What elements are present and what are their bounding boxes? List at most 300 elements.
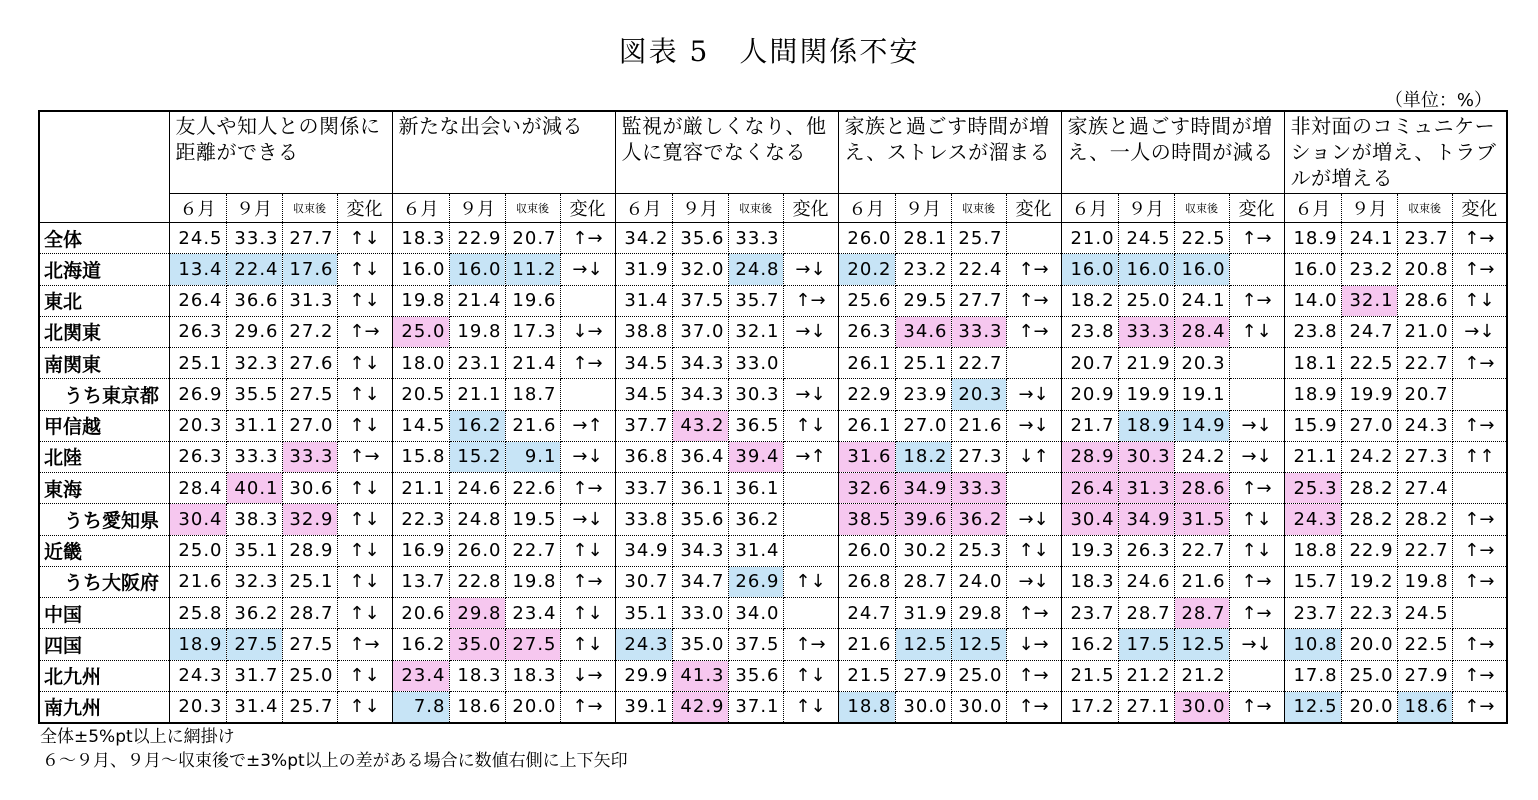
value-cell: 27.7: [951, 285, 1006, 316]
value-cell: 19.9: [1341, 379, 1397, 410]
value-cell: 28.9: [282, 535, 337, 566]
table-row: [39, 379, 1507, 410]
value-cell: 34.6: [895, 316, 951, 347]
june-header: ６月: [838, 194, 895, 223]
value-cell: 23.2: [1341, 254, 1397, 285]
table-row: [39, 348, 1507, 379]
value-cell: 19.9: [1118, 379, 1174, 410]
value-cell: 34.5: [615, 348, 672, 379]
value-cell: 17.2: [1061, 691, 1118, 722]
value-cell: 33.0: [672, 598, 728, 629]
value-cell: 19.8: [392, 285, 449, 316]
table-row: [39, 566, 1507, 597]
value-cell: 31.9: [615, 254, 672, 285]
value-cell: 39.1: [615, 691, 672, 722]
value-cell: 32.3: [226, 348, 282, 379]
value-cell: 27.5: [505, 629, 560, 660]
change-arrow-cell: ↑→: [1452, 254, 1507, 285]
change-arrow-cell: ↑→: [1452, 223, 1507, 254]
change-arrow-cell: ↑↓: [560, 598, 615, 629]
value-cell: 37.0: [672, 316, 728, 347]
value-cell: 21.6: [169, 566, 226, 597]
value-cell: 28.7: [1174, 598, 1229, 629]
value-cell: 25.6: [838, 285, 895, 316]
after-convergence-header: 収束後: [728, 194, 783, 223]
value-cell: 26.3: [169, 441, 226, 472]
value-cell: 21.0: [1397, 316, 1452, 347]
value-cell: 22.7: [1397, 348, 1452, 379]
value-cell: 29.5: [895, 285, 951, 316]
value-cell: 36.2: [728, 504, 783, 535]
value-cell: 18.3: [392, 223, 449, 254]
value-cell: 16.0: [1174, 254, 1229, 285]
value-cell: 31.4: [615, 285, 672, 316]
value-cell: 28.7: [895, 566, 951, 597]
value-cell: 25.3: [951, 535, 1006, 566]
value-cell: 24.1: [1174, 285, 1229, 316]
change-arrow-cell: [560, 285, 615, 316]
value-cell: 28.9: [1061, 441, 1118, 472]
change-arrow-cell: [783, 223, 838, 254]
value-cell: 20.7: [1397, 379, 1452, 410]
change-arrow-cell: ↑→: [783, 629, 838, 660]
change-arrow-cell: ↑↓: [337, 598, 392, 629]
change-header: 変化: [1229, 194, 1284, 223]
value-cell: 24.3: [1284, 504, 1341, 535]
value-cell: 32.1: [728, 316, 783, 347]
value-cell: 20.2: [838, 254, 895, 285]
value-cell: 33.3: [728, 223, 783, 254]
value-cell: 30.3: [1118, 441, 1174, 472]
value-cell: 25.0: [392, 316, 449, 347]
unit-label: （単位：%）: [1384, 90, 1492, 111]
change-arrow-cell: ↑→: [337, 316, 392, 347]
table-row: [39, 504, 1507, 535]
value-cell: 43.2: [672, 410, 728, 441]
value-cell: 26.0: [449, 535, 505, 566]
value-cell: 34.5: [615, 379, 672, 410]
value-cell: 25.1: [895, 348, 951, 379]
after-convergence-header: 収束後: [951, 194, 1006, 223]
column-group-header: 新たな出会いが減る: [392, 111, 615, 194]
value-cell: 35.0: [449, 629, 505, 660]
change-arrow-cell: [1229, 348, 1284, 379]
change-arrow-cell: [1006, 348, 1061, 379]
value-cell: 26.9: [169, 379, 226, 410]
value-cell: 15.7: [1284, 566, 1341, 597]
value-cell: 29.9: [615, 660, 672, 691]
value-cell: 42.9: [672, 691, 728, 722]
value-cell: 15.2: [449, 441, 505, 472]
after-convergence-header: 収束後: [505, 194, 560, 223]
value-cell: 38.3: [226, 504, 282, 535]
value-cell: 30.3: [728, 379, 783, 410]
change-arrow-cell: ↑→: [1006, 285, 1061, 316]
june-header: ６月: [169, 194, 226, 223]
value-cell: 28.1: [895, 223, 951, 254]
value-cell: 33.7: [615, 473, 672, 504]
change-arrow-cell: →↑: [783, 441, 838, 472]
value-cell: 22.4: [226, 254, 282, 285]
value-cell: 29.8: [951, 598, 1006, 629]
value-cell: 14.5: [392, 410, 449, 441]
value-cell: 34.0: [728, 598, 783, 629]
value-cell: 22.7: [1397, 535, 1452, 566]
september-header: ９月: [895, 194, 951, 223]
row-label: 東北: [39, 285, 169, 316]
change-arrow-cell: ↑→: [560, 473, 615, 504]
value-cell: 36.1: [728, 473, 783, 504]
june-header: ６月: [1061, 194, 1118, 223]
value-cell: 25.1: [169, 348, 226, 379]
september-header: ９月: [1118, 194, 1174, 223]
change-arrow-cell: ↑↓: [560, 535, 615, 566]
value-cell: 18.3: [449, 660, 505, 691]
value-cell: 21.6: [1174, 566, 1229, 597]
value-cell: 23.1: [449, 348, 505, 379]
change-arrow-cell: ↑→: [1229, 598, 1284, 629]
value-cell: 22.7: [1174, 535, 1229, 566]
value-cell: 23.7: [1061, 598, 1118, 629]
value-cell: 18.2: [1061, 285, 1118, 316]
value-cell: 36.2: [226, 598, 282, 629]
change-arrow-cell: ↓→: [560, 316, 615, 347]
value-cell: 19.1: [1174, 379, 1229, 410]
value-cell: 15.8: [392, 441, 449, 472]
value-cell: 34.9: [895, 473, 951, 504]
change-arrow-cell: [783, 598, 838, 629]
value-cell: 24.5: [1397, 598, 1452, 629]
value-cell: 29.8: [449, 598, 505, 629]
value-cell: 21.2: [1174, 660, 1229, 691]
table-header: [39, 111, 1507, 223]
figure-title: 図表 5 人間関係不安: [618, 35, 920, 68]
value-cell: 24.5: [1118, 223, 1174, 254]
row-label: 中国: [39, 598, 169, 629]
value-cell: 37.7: [615, 410, 672, 441]
value-cell: 21.1: [392, 473, 449, 504]
value-cell: 31.6: [838, 441, 895, 472]
value-cell: 22.7: [505, 535, 560, 566]
change-arrow-cell: ↑↓: [1006, 535, 1061, 566]
table-row: [39, 598, 1507, 629]
change-arrow-cell: ↑→: [1006, 316, 1061, 347]
change-arrow-cell: [1229, 254, 1284, 285]
table-row: [39, 691, 1507, 722]
corner-cell: [39, 111, 169, 223]
value-cell: 22.5: [1397, 629, 1452, 660]
value-cell: 23.8: [1284, 316, 1341, 347]
value-cell: 36.5: [728, 410, 783, 441]
june-header: ６月: [392, 194, 449, 223]
change-arrow-cell: ↑↓: [337, 473, 392, 504]
value-cell: 40.1: [226, 473, 282, 504]
change-arrow-cell: ↑↓: [1452, 285, 1507, 316]
column-group-header: 家族と過ごす時間が増え、一人の時間が減る: [1061, 111, 1284, 194]
value-cell: 32.6: [838, 473, 895, 504]
change-arrow-cell: [1452, 473, 1507, 504]
value-cell: 20.3: [169, 410, 226, 441]
value-cell: 26.1: [838, 348, 895, 379]
column-group-header: 家族と過ごす時間が増え、ストレスが溜まる: [838, 111, 1061, 194]
change-arrow-cell: ↑↓: [783, 410, 838, 441]
value-cell: 32.0: [672, 254, 728, 285]
change-arrow-cell: →↓: [783, 254, 838, 285]
value-cell: 25.8: [169, 598, 226, 629]
value-cell: 26.3: [838, 316, 895, 347]
value-cell: 21.9: [1118, 348, 1174, 379]
value-cell: 22.3: [392, 504, 449, 535]
value-cell: 21.5: [838, 660, 895, 691]
value-cell: 16.9: [392, 535, 449, 566]
value-cell: 27.6: [282, 348, 337, 379]
change-arrow-cell: ↑→: [1006, 254, 1061, 285]
change-arrow-cell: [1006, 223, 1061, 254]
change-arrow-cell: →↓: [1229, 441, 1284, 472]
change-arrow-cell: ↑→: [1229, 285, 1284, 316]
value-cell: 33.3: [226, 223, 282, 254]
value-cell: 28.7: [282, 598, 337, 629]
value-cell: 33.3: [282, 441, 337, 472]
after-convergence-header: 収束後: [1397, 194, 1452, 223]
value-cell: 19.6: [505, 285, 560, 316]
after-convergence-header: 収束後: [1174, 194, 1229, 223]
change-arrow-cell: [1229, 660, 1284, 691]
table-row: [39, 223, 1507, 254]
change-arrow-cell: [560, 379, 615, 410]
row-label: 全体: [39, 223, 169, 254]
change-arrow-cell: ↑→: [1452, 660, 1507, 691]
value-cell: 14.9: [1174, 410, 1229, 441]
change-arrow-cell: ↑↓: [560, 629, 615, 660]
value-cell: 18.0: [392, 348, 449, 379]
value-cell: 22.9: [838, 379, 895, 410]
value-cell: 24.2: [1174, 441, 1229, 472]
value-cell: 27.9: [1397, 660, 1452, 691]
value-cell: 23.7: [1284, 598, 1341, 629]
value-cell: 21.1: [449, 379, 505, 410]
value-cell: 41.3: [672, 660, 728, 691]
value-cell: 27.3: [951, 441, 1006, 472]
value-cell: 22.5: [1174, 223, 1229, 254]
change-arrow-cell: [783, 504, 838, 535]
value-cell: 13.4: [169, 254, 226, 285]
row-label: 東海: [39, 473, 169, 504]
change-arrow-cell: ↑↓: [1229, 504, 1284, 535]
value-cell: 16.0: [1284, 254, 1341, 285]
change-arrow-cell: ↑→: [1452, 629, 1507, 660]
change-arrow-cell: →↓: [783, 316, 838, 347]
change-arrow-cell: ↑→: [560, 691, 615, 722]
change-arrow-cell: →↓: [1006, 379, 1061, 410]
value-cell: 16.0: [392, 254, 449, 285]
row-label: 南九州: [39, 691, 169, 722]
value-cell: 19.8: [1397, 566, 1452, 597]
value-cell: 27.5: [226, 629, 282, 660]
value-cell: 18.8: [1284, 535, 1341, 566]
value-cell: 24.7: [838, 598, 895, 629]
value-cell: 24.5: [169, 223, 226, 254]
value-cell: 18.9: [1118, 410, 1174, 441]
value-cell: 19.2: [1341, 566, 1397, 597]
value-cell: 33.3: [226, 441, 282, 472]
value-cell: 16.0: [449, 254, 505, 285]
change-arrow-cell: ↑↓: [337, 691, 392, 722]
value-cell: 29.6: [226, 316, 282, 347]
value-cell: 21.7: [1061, 410, 1118, 441]
value-cell: 22.5: [1341, 348, 1397, 379]
value-cell: 35.1: [615, 598, 672, 629]
value-cell: 12.5: [951, 629, 1006, 660]
value-cell: 33.3: [951, 316, 1006, 347]
change-arrow-cell: ↑→: [560, 566, 615, 597]
change-arrow-cell: ↑→: [1006, 691, 1061, 722]
value-cell: 18.9: [1284, 223, 1341, 254]
change-arrow-cell: ↑↓: [337, 410, 392, 441]
value-cell: 22.9: [449, 223, 505, 254]
value-cell: 28.4: [1174, 316, 1229, 347]
value-cell: 22.8: [449, 566, 505, 597]
value-cell: 31.1: [226, 410, 282, 441]
value-cell: 20.9: [1061, 379, 1118, 410]
value-cell: 24.8: [449, 504, 505, 535]
value-cell: 21.2: [1118, 660, 1174, 691]
change-arrow-cell: ↑↓: [337, 223, 392, 254]
value-cell: 21.4: [505, 348, 560, 379]
value-cell: 23.7: [1397, 223, 1452, 254]
value-cell: 15.9: [1284, 410, 1341, 441]
value-cell: 35.0: [672, 629, 728, 660]
change-arrow-cell: ↑→: [337, 629, 392, 660]
value-cell: 35.5: [226, 379, 282, 410]
value-cell: 18.9: [1284, 379, 1341, 410]
value-cell: 28.6: [1174, 473, 1229, 504]
value-cell: 12.5: [895, 629, 951, 660]
row-label: 近畿: [39, 535, 169, 566]
value-cell: 22.6: [505, 473, 560, 504]
change-arrow-cell: ↑→: [560, 348, 615, 379]
row-label: 甲信越: [39, 410, 169, 441]
value-cell: 26.4: [169, 285, 226, 316]
subcolumn-header-row: [39, 194, 1507, 223]
value-cell: 30.0: [1174, 691, 1229, 722]
change-arrow-cell: ↑→: [560, 223, 615, 254]
change-arrow-cell: [783, 348, 838, 379]
june-header: ６月: [1284, 194, 1341, 223]
change-arrow-cell: ↓↑: [1006, 441, 1061, 472]
value-cell: 25.7: [282, 691, 337, 722]
value-cell: 27.5: [282, 629, 337, 660]
change-arrow-cell: ↑→: [1452, 348, 1507, 379]
value-cell: 20.5: [392, 379, 449, 410]
table-row: [39, 660, 1507, 691]
value-cell: 12.5: [1174, 629, 1229, 660]
value-cell: 14.0: [1284, 285, 1341, 316]
change-arrow-cell: ↑→: [1229, 473, 1284, 504]
value-cell: 37.5: [672, 285, 728, 316]
change-arrow-cell: ↑→: [1452, 691, 1507, 722]
value-cell: 21.6: [838, 629, 895, 660]
row-label: 北関東: [39, 316, 169, 347]
value-cell: 21.0: [1061, 223, 1118, 254]
value-cell: 27.1: [1118, 691, 1174, 722]
value-cell: 36.2: [951, 504, 1006, 535]
row-label: うち東京都: [39, 379, 169, 410]
value-cell: 16.0: [1118, 254, 1174, 285]
value-cell: 31.9: [895, 598, 951, 629]
value-cell: 24.6: [449, 473, 505, 504]
change-arrow-cell: [1229, 379, 1284, 410]
value-cell: 26.0: [838, 535, 895, 566]
value-cell: 28.2: [1341, 504, 1397, 535]
table-row: [39, 629, 1507, 660]
change-header: 変化: [1006, 194, 1061, 223]
column-group-header: 非対面のコミュニケーションが増え、トラブルが増える: [1284, 111, 1507, 194]
september-header: ９月: [226, 194, 282, 223]
change-arrow-cell: ↑↓: [337, 660, 392, 691]
column-group-header: 友人や知人との関係に距離ができる: [169, 111, 392, 194]
change-arrow-cell: ↑↓: [783, 566, 838, 597]
change-arrow-cell: →↓: [783, 379, 838, 410]
after-convergence-header: 収束後: [282, 194, 337, 223]
value-cell: 24.3: [169, 660, 226, 691]
change-arrow-cell: →↓: [1006, 504, 1061, 535]
change-arrow-cell: ↑↓: [337, 285, 392, 316]
september-header: ９月: [1341, 194, 1397, 223]
change-arrow-cell: ↑→: [1229, 566, 1284, 597]
value-cell: 17.3: [505, 316, 560, 347]
value-cell: 20.7: [505, 223, 560, 254]
value-cell: 36.1: [672, 473, 728, 504]
value-cell: 35.7: [728, 285, 783, 316]
value-cell: 21.6: [951, 410, 1006, 441]
value-cell: 27.7: [282, 223, 337, 254]
value-cell: 30.4: [169, 504, 226, 535]
value-cell: 23.2: [895, 254, 951, 285]
value-cell: 21.6: [505, 410, 560, 441]
value-cell: 38.8: [615, 316, 672, 347]
change-arrow-cell: ↑↓: [1229, 316, 1284, 347]
value-cell: 27.3: [1397, 441, 1452, 472]
value-cell: 28.7: [1118, 598, 1174, 629]
value-cell: 28.4: [169, 473, 226, 504]
change-arrow-cell: →↓: [1229, 410, 1284, 441]
value-cell: 22.7: [951, 348, 1006, 379]
table-row: [39, 410, 1507, 441]
change-arrow-cell: ↑→: [1006, 598, 1061, 629]
table-row: [39, 473, 1507, 504]
value-cell: 36.4: [672, 441, 728, 472]
change-arrow-cell: ↑→: [783, 285, 838, 316]
value-cell: 30.4: [1061, 504, 1118, 535]
value-cell: 24.0: [951, 566, 1006, 597]
table-body: [39, 223, 1507, 723]
value-cell: 37.5: [728, 629, 783, 660]
change-arrow-cell: ↑↓: [337, 535, 392, 566]
table-row: [39, 285, 1507, 316]
change-arrow-cell: →↓: [1006, 410, 1061, 441]
value-cell: 25.0: [1118, 285, 1174, 316]
value-cell: 27.2: [282, 316, 337, 347]
value-cell: 32.3: [226, 566, 282, 597]
value-cell: 17.5: [1118, 629, 1174, 660]
change-arrow-cell: ↑→: [1452, 535, 1507, 566]
footnote-shading: 全体±5%pt以上に網掛け: [40, 727, 235, 747]
value-cell: 27.0: [282, 410, 337, 441]
value-cell: 34.2: [615, 223, 672, 254]
value-cell: 24.7: [1341, 316, 1397, 347]
change-arrow-cell: →↑: [560, 410, 615, 441]
